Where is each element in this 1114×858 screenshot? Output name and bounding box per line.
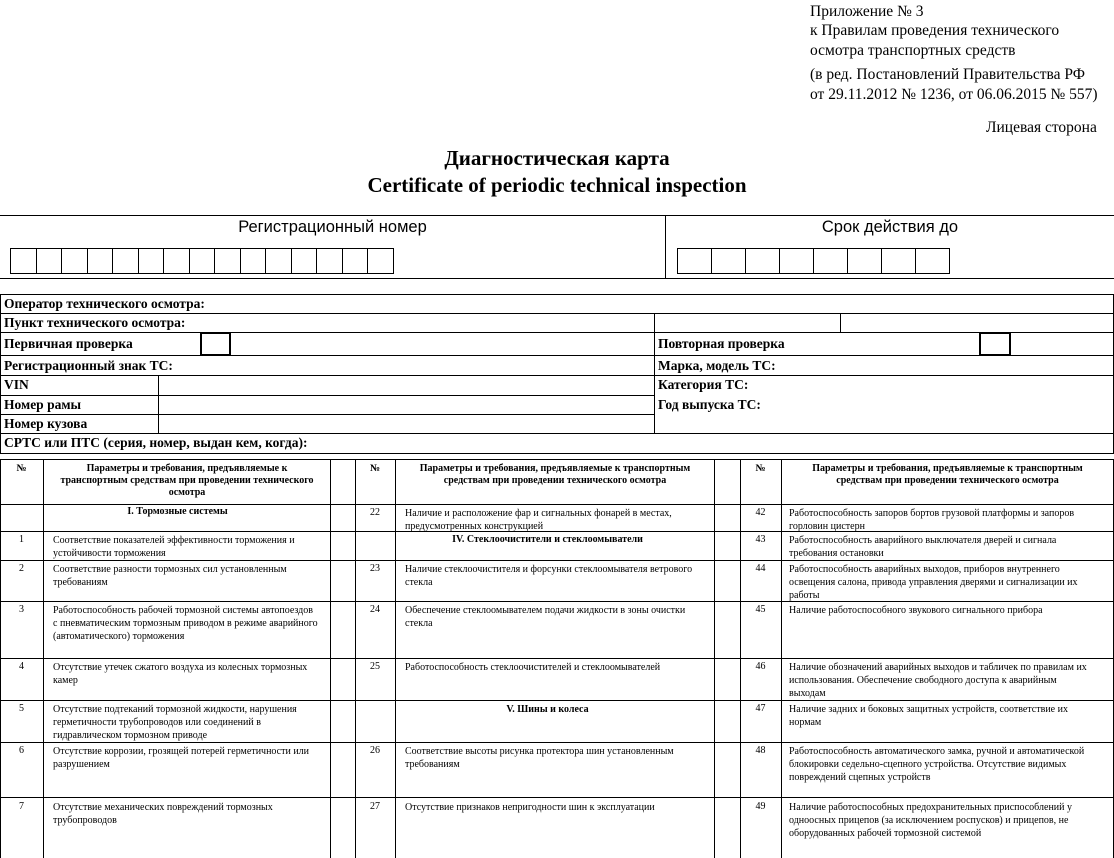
appendix-line-3: осмотра транспортных средств	[810, 42, 1016, 59]
col3-num-header: №	[755, 463, 766, 474]
char-box[interactable]	[265, 248, 292, 274]
reg-sign-label: Регистрационный знак ТС:	[4, 358, 173, 373]
char-box[interactable]	[813, 248, 848, 274]
char-box[interactable]	[240, 248, 267, 274]
col3-params-header: Параметры и требования, предъявляемые к транспортным средствам при проведении технического осмотра	[812, 463, 1083, 486]
row-number: 27	[370, 801, 380, 812]
row-text: Наличие работоспособных предохранительных приспособлений у одноосных прицепов (за исключением роспусков) и прицепов, не оборудованных рабочей тормозной системой	[789, 802, 1072, 839]
char-box[interactable]	[342, 248, 369, 274]
primary-check-label: Первичная проверка	[4, 336, 133, 351]
row-text: Работоспособность стеклоочистителей и стеклоомывателей	[405, 662, 661, 673]
char-box[interactable]	[61, 248, 88, 274]
primary-check-checkbox[interactable]	[200, 332, 231, 356]
row-number: 1	[19, 534, 24, 545]
make-model-label: Марка, модель ТС:	[658, 358, 776, 373]
appendix-line-4: (в ред. Постановлений Правительства РФ	[810, 66, 1086, 83]
vin-label: VIN	[4, 377, 29, 392]
srts-label: СРТС или ПТС (серия, номер, выдан кем, когда):	[4, 435, 308, 450]
appendix-line-1: Приложение № 3	[810, 3, 924, 20]
row-text: Наличие задних и боковых защитных устройств, соответствие их нормам	[789, 704, 1068, 728]
row-number: 2	[19, 563, 24, 574]
row-number: 24	[370, 604, 380, 615]
char-box[interactable]	[367, 248, 394, 274]
year-label: Год выпуска ТС:	[658, 397, 761, 412]
char-box[interactable]	[779, 248, 814, 274]
col2-num-header: №	[369, 463, 381, 474]
row-text: Наличие стеклоочистителя и форсунки стеклоомывателя ветрового стекла	[405, 564, 693, 588]
char-box[interactable]	[87, 248, 114, 274]
title-en: Certificate of periodic technical inspection	[367, 173, 747, 197]
char-box[interactable]	[291, 248, 318, 274]
row-text: Наличие работоспособного звукового сигнального прибора	[789, 605, 1043, 616]
appendix-line-2: к Правилам проведения технического	[810, 22, 1060, 39]
char-box[interactable]	[189, 248, 216, 274]
char-box[interactable]	[112, 248, 139, 274]
row-number: 42	[755, 507, 766, 518]
body-number-label: Номер кузова	[4, 416, 88, 431]
row-text: Отсутствие механических повреждений тормозных трубопроводов	[53, 802, 273, 826]
col1-params-header: Параметры и требования, предъявляемые к транспортным средствам при проведении технического осмотра	[60, 463, 314, 498]
char-box[interactable]	[745, 248, 780, 274]
repeat-check-label: Повторная проверка	[658, 336, 785, 351]
row-text: Работоспособность аварийного выключателя дверей и сигнала требования остановки	[789, 535, 1057, 559]
section-1-brakes: I. Тормозные системы	[127, 506, 228, 517]
row-number: 49	[755, 801, 766, 812]
reg-number-label: Регистрационный номер	[238, 218, 427, 236]
row-number: 43	[755, 534, 766, 545]
valid-until-label: Срок действия до	[821, 218, 959, 236]
row-text: Работоспособность автоматического замка, ручной и автоматической блокировки седельно-сцепного устройства. Отсутствие видимых повреждений сцепных устройств	[789, 746, 1085, 783]
char-box[interactable]	[915, 248, 950, 274]
operator-label: Оператор технического осмотра:	[4, 296, 205, 311]
char-box[interactable]	[711, 248, 746, 274]
char-box[interactable]	[677, 248, 712, 274]
row-text: Наличие и расположение фар и сигнальных фонарей в местах, предусмотренных конструкцией	[405, 508, 672, 532]
char-box[interactable]	[316, 248, 343, 274]
row-number: 48	[755, 745, 766, 756]
char-box[interactable]	[214, 248, 241, 274]
appendix-line-5: от 29.11.2012 № 1236, от 06.06.2015 № 557)	[810, 86, 1098, 103]
char-box[interactable]	[847, 248, 882, 274]
row-number: 22	[370, 507, 380, 518]
col1-num-header: №	[16, 463, 27, 474]
row-text: Соответствие разности тормозных сил установленным требованиям	[53, 564, 287, 588]
row-text: Соответствие показателей эффективности торможения и устойчивости торможения	[53, 535, 295, 559]
row-text: Наличие обозначений аварийных выходов и табличек по правилам их использования. Обеспечение свободного доступа к аварийным выходам	[789, 662, 1087, 699]
row-number: 3	[19, 604, 24, 615]
row-text: Обеспечение стеклоомывателем подачи жидкости в зоны очистки стекла	[405, 605, 686, 629]
row-number: 7	[19, 801, 24, 812]
row-text: Отсутствие утечек сжатого воздуха из колесных тормозных камер	[53, 662, 308, 686]
row-text: Отсутствие подтеканий тормозной жидкости, нарушения герметичности трубопроводов или соединений в гидравлическом тормозном приводе	[53, 704, 297, 741]
row-number: 47	[755, 703, 766, 714]
title-ru: Диагностическая карта	[444, 146, 670, 170]
row-number: 46	[755, 661, 766, 672]
row-number: 25	[370, 661, 380, 672]
char-box[interactable]	[36, 248, 63, 274]
row-number: 5	[19, 703, 24, 714]
char-box[interactable]	[138, 248, 165, 274]
side-label: Лицевая сторона	[986, 119, 1097, 136]
char-box[interactable]	[10, 248, 37, 274]
row-number: 4	[19, 661, 24, 672]
repeat-check-checkbox[interactable]	[979, 332, 1011, 356]
category-label: Категория ТС:	[658, 377, 749, 392]
inspection-point-label: Пункт технического осмотра:	[4, 315, 186, 330]
row-number: 23	[370, 563, 380, 574]
row-number: 6	[19, 745, 24, 756]
section-5-tires: V. Шины и колеса	[506, 704, 589, 715]
col2-params-header: Параметры и требования, предъявляемые к транспортным средствам при проведении технического осмотра	[419, 463, 691, 486]
frame-number-label: Номер рамы	[4, 397, 82, 412]
row-text: Работоспособность рабочей тормозной системы автопоездов с пневматическим тормозным приводом в режиме аварийного (автоматического) торможения	[53, 605, 318, 642]
row-text: Отсутствие коррозии, грозящей потерей герметичности или разрушением	[53, 746, 310, 770]
row-text: Работоспособность запоров бортов грузовой платформы и запоров горловин цистерн	[789, 508, 1075, 532]
char-box[interactable]	[881, 248, 916, 274]
section-4-wipers: IV. Стеклоочистители и стеклоомыватели	[452, 534, 643, 545]
char-box[interactable]	[163, 248, 190, 274]
row-number: 44	[755, 563, 766, 574]
row-text: Соответствие высоты рисунка протектора шин установленным требованиям	[405, 746, 674, 770]
row-text: Работоспособность аварийных выходов, приборов внутреннего освещения салона, привода управления дверями и сигнализации их работы	[789, 564, 1078, 601]
row-number: 45	[755, 604, 766, 615]
row-number: 26	[370, 745, 380, 756]
row-text: Отсутствие признаков непригодности шин к эксплуатации	[405, 802, 655, 813]
